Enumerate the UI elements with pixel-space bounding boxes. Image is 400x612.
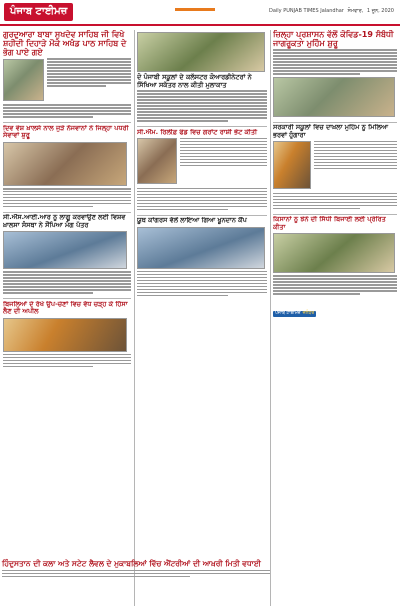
article	[137, 129, 267, 212]
divider	[137, 126, 267, 127]
article-headline: ਦਿਵ ਵੰਸ਼ ਖ਼ਾਲਸੇ ਨਾਲ ਜੁੜੇ ਨੌਜਵਾਨਾਂ ਨੇ ਜਿਲ੍ਹਾ ਪਧਰੀ ਸੇਵਾਵਾਂ ਸ਼ੁਰੂ	[3, 124, 129, 140]
article-headline: ਸੀ.ਐੱਮ. ਰਿਲੀਫ਼ ਫੰਡ ਵਿਚ ਗਰਾਂਟ ਰਾਸ਼ੀ ਭੇਟ ਕੀਤੀ	[137, 128, 258, 136]
column-right	[273, 30, 397, 321]
article	[3, 301, 131, 369]
divider	[273, 214, 397, 215]
article-photo	[273, 77, 395, 117]
article-body	[137, 90, 267, 121]
article-headline: ਸੀ.ਐੱਸ.ਆਈ.ਆਰ ਨੂੰ ਲਾਗੂ ਕਰਵਾਉਣ ਲਈ ਵਿਸ਼ਵ ਖ਼ਾਲਸਾ ਸੰਸਥਾ ਨੇ ਸੌਂਪਿਆ ਮੰਗ ਪੱਤਰ	[3, 214, 126, 229]
divider	[273, 122, 397, 123]
article-headline: ਬਿਜਲਿਆਂ ਦੇ ਰੱਖੇ ਉਪ-ਚੋਣਾਂ ਵਿਚ ਵੱਧ ਚੜ੍ਹ ਕੇ ਹਿੱਸਾ ਲੈਣ ਦੀ ਅਪੀਲ	[3, 300, 128, 316]
article-photo	[3, 59, 44, 101]
divider	[3, 122, 131, 123]
article-photo	[137, 227, 265, 269]
article-headline: ਜ਼ਿਲ੍ਹਾ ਪ੍ਰਸ਼ਾਸਨ ਵੱਲੋਂ ਕੋਵਿਡ-19 ਸੰਬੰਧੀ ਜਾਗਰੂਕਤਾ ਮੁਹਿੰਮ ਸ਼ੁਰੂ	[273, 30, 394, 48]
article-headline: ਕਿਸਾਨਾਂ ਨੂੰ ਝੋਨੇ ਦੀ ਸਿੱਧੀ ਬਿਜਾਈ ਲਈ ਪ੍ਰੇਰਿਤ ਕੀਤਾ	[273, 216, 386, 231]
article-body	[314, 139, 397, 191]
section-tag	[273, 311, 316, 317]
article-photo	[3, 231, 127, 269]
masthead-accent-strip	[175, 8, 215, 11]
article-body	[137, 188, 267, 210]
column-rule	[270, 30, 271, 606]
article	[273, 124, 397, 210]
column-rule	[134, 30, 135, 606]
article-body	[3, 354, 131, 368]
article-headline: ਸਰਕਾਰੀ ਸਕੂਲਾਂ ਵਿਚ ਦਾਖ਼ਲਾ ਮੁਹਿੰਮ ਨੂੰ ਮਿਲਿਆ ਭਰਵਾਂ ਹੁੰਗਾਰਾ	[273, 124, 389, 139]
article-photo	[137, 138, 177, 184]
article-body	[273, 193, 397, 210]
article	[273, 30, 397, 119]
article-body	[2, 570, 270, 578]
article-body	[3, 188, 131, 208]
article-headline: ਗੁਰਦੁਆਰਾ ਬਾਬਾ ਸੁਖਦੇਵ ਸਾਹਿਬ ਜੀ ਵਿਖੇ ਸ਼ਹੀਦੀ ਦਿਹਾੜੇ ਮੌਕੇ ਅਖੰਡ ਪਾਠ ਸਾਹਿਬ ਦੇ ਭੋਗ ਪਾਏ ਗਏ	[3, 30, 127, 57]
issue-day: ਸੋਮਵਾਰ,	[347, 8, 364, 14]
article	[3, 125, 131, 209]
column-middle	[137, 30, 267, 301]
article-body	[180, 136, 267, 186]
bottom-banner-article	[2, 560, 270, 608]
brand-logo: ਪੰਜਾਬ ਟਾਈਮਜ਼	[4, 3, 73, 21]
banner-headline: ਹਿੰਦੁਸਤਾਨ ਦੀ ਕਲਾ ਅਤੇ ਸਟੇਟ ਲੈਵਲ ਦੇ ਮੁਕਾਬਲਿਆਂ ਵਿੱਚ ਐਂਟਰੀਆਂ ਦੀ ਆਖ਼ਰੀ ਮਿਤੀ ਵਧਾਈ	[2, 559, 261, 568]
article	[273, 216, 397, 296]
masthead	[0, 0, 400, 26]
article	[137, 30, 267, 123]
issue-date: 1 ਜੂਨ, 2020	[366, 8, 394, 14]
column-left	[3, 30, 131, 372]
tag-label: ਪੰਜਾਬ ਟਾਈਮਜ਼	[275, 311, 301, 317]
article-body	[3, 271, 131, 293]
divider	[3, 298, 131, 299]
article-body	[137, 271, 267, 296]
article	[3, 214, 131, 295]
article-photo	[3, 318, 127, 352]
masthead-meta	[267, 8, 394, 14]
article-tag	[273, 299, 397, 318]
article-photo	[3, 142, 127, 186]
article-photo	[273, 233, 395, 273]
divider	[3, 212, 131, 213]
article-body	[47, 57, 131, 103]
article-headline: ਯੂਥ ਕਾਂਗਰਸ ਵੱਲੋਂ ਲਾਇਆ ਗਿਆ ਖੂਨਦਾਨ ਕੈਂਪ	[137, 217, 247, 225]
article-body	[3, 104, 131, 118]
article-headline: ਦੋ ਪੰਜਾਬੀ ਸਕੂਲਾਂ ਦੇ ਕਲੱਸਟਰ ਕੋਆਰਡੀਨੇਟਰਾਂ ਨੇ ਸਿੱਖਿਆ ਸਕੱਤਰ ਨਾਲ ਕੀਤੀ ਮੁਲਾਕਾਤ	[137, 73, 252, 89]
article-body	[273, 275, 397, 295]
article-photo	[137, 32, 265, 72]
divider	[137, 215, 267, 216]
tag-dateline: ਜਲੰਧਰ	[302, 311, 315, 317]
article	[3, 30, 131, 119]
paper-name: Daily PUNJAB TIMES Jalandhar	[268, 8, 344, 14]
article-photo	[273, 141, 311, 189]
article-body	[273, 49, 397, 74]
article	[137, 217, 267, 297]
